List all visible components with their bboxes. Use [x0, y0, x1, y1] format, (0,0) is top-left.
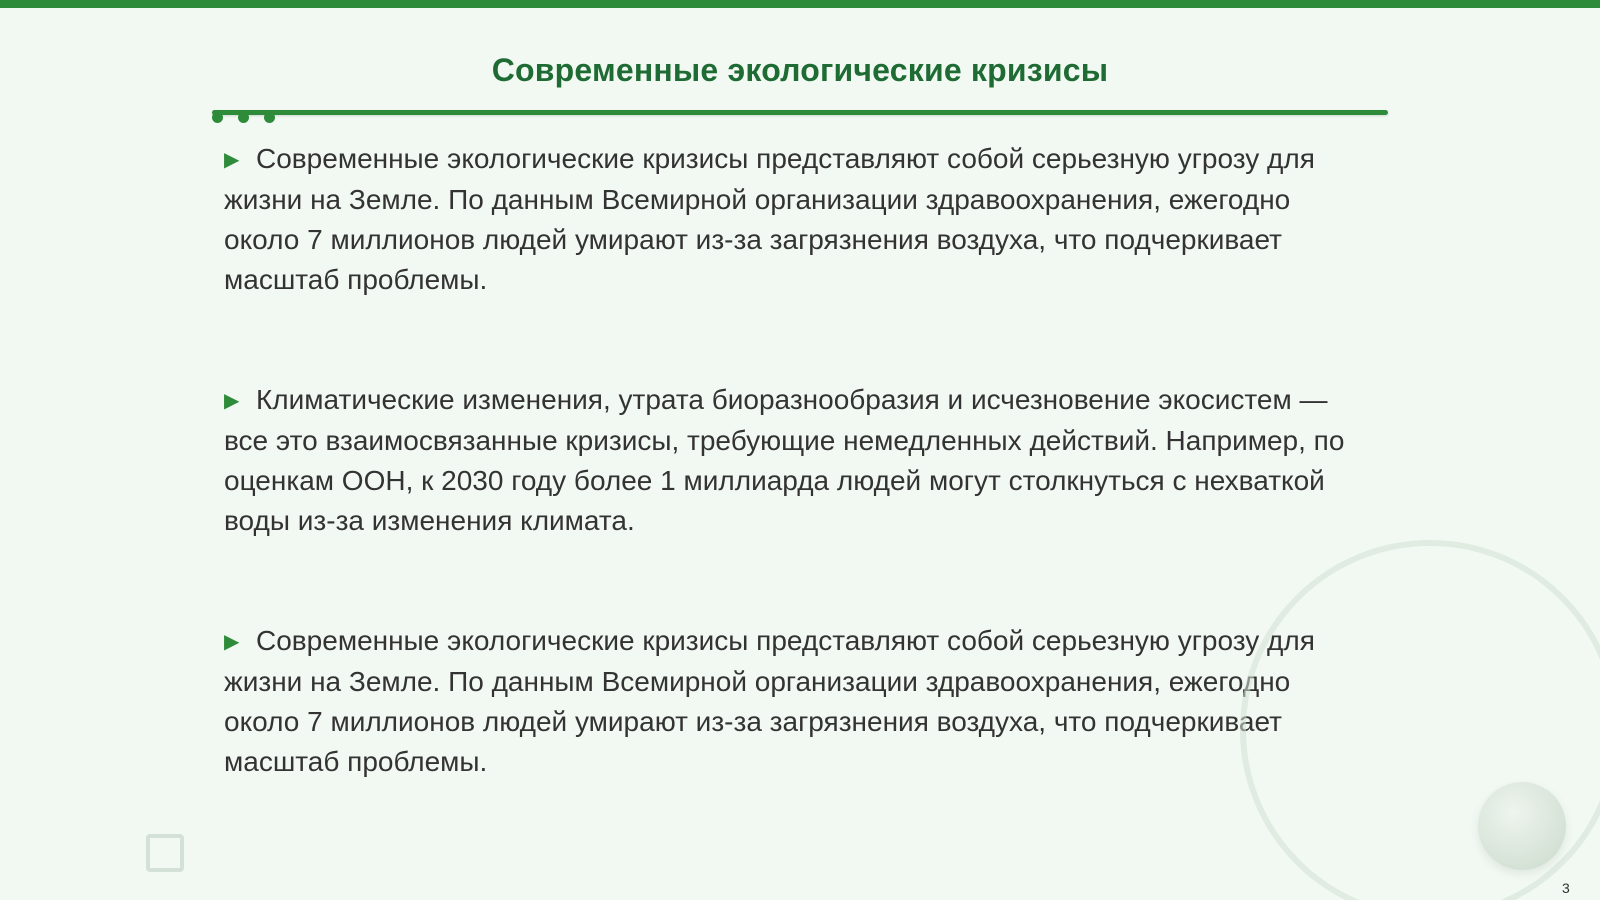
bullet-paragraph — [224, 380, 1364, 541]
decorative-square — [146, 834, 184, 872]
slide-number: 3 — [1562, 880, 1570, 896]
bullet-paragraph — [224, 139, 1364, 300]
bullet-list — [224, 139, 1364, 862]
decorative-circle — [1478, 782, 1566, 870]
top-accent-bar — [0, 0, 1600, 8]
dot-icon — [264, 112, 275, 123]
dot-icon — [238, 112, 249, 123]
bullet-arrow-icon: ▶ — [224, 390, 240, 412]
bullet-arrow-icon: ▶ — [224, 631, 240, 653]
bullet-text: Современные экологические кризисы представляют собой серьезную угрозу для жизни на Земле. По данным Всемирной организации здравоохранения, ежегодно около 7 миллионов людей умирают из-за загрязнения воздуха, что подчеркивает масштаб проблемы. — [224, 143, 1315, 295]
title-underline — [212, 110, 1388, 115]
bullet-arrow-icon: ▶ — [224, 149, 240, 171]
slide-title: Современные экологические кризисы — [491, 52, 1109, 88]
bullet-paragraph — [224, 621, 1364, 782]
bullet-text: Современные экологические кризисы представляют собой серьезную угрозу для жизни на Земле. По данным Всемирной организации здравоохранения, ежегодно около 7 миллионов людей умирают из-за загрязнения воздуха, что подчеркивает масштаб проблемы. — [224, 625, 1315, 777]
bullet-text: Климатические изменения, утрата биоразнообразия и исчезновение экосистем — все это взаимосвязанные кризисы, требующие немедленных действий. Например, по оценкам ООН, к 2030 году более 1 миллиарда людей могут столкнуться с нехваткой воды из-за изменения климата. — [224, 384, 1345, 536]
dot-icon — [212, 112, 223, 123]
title-underline-dots — [212, 112, 282, 124]
